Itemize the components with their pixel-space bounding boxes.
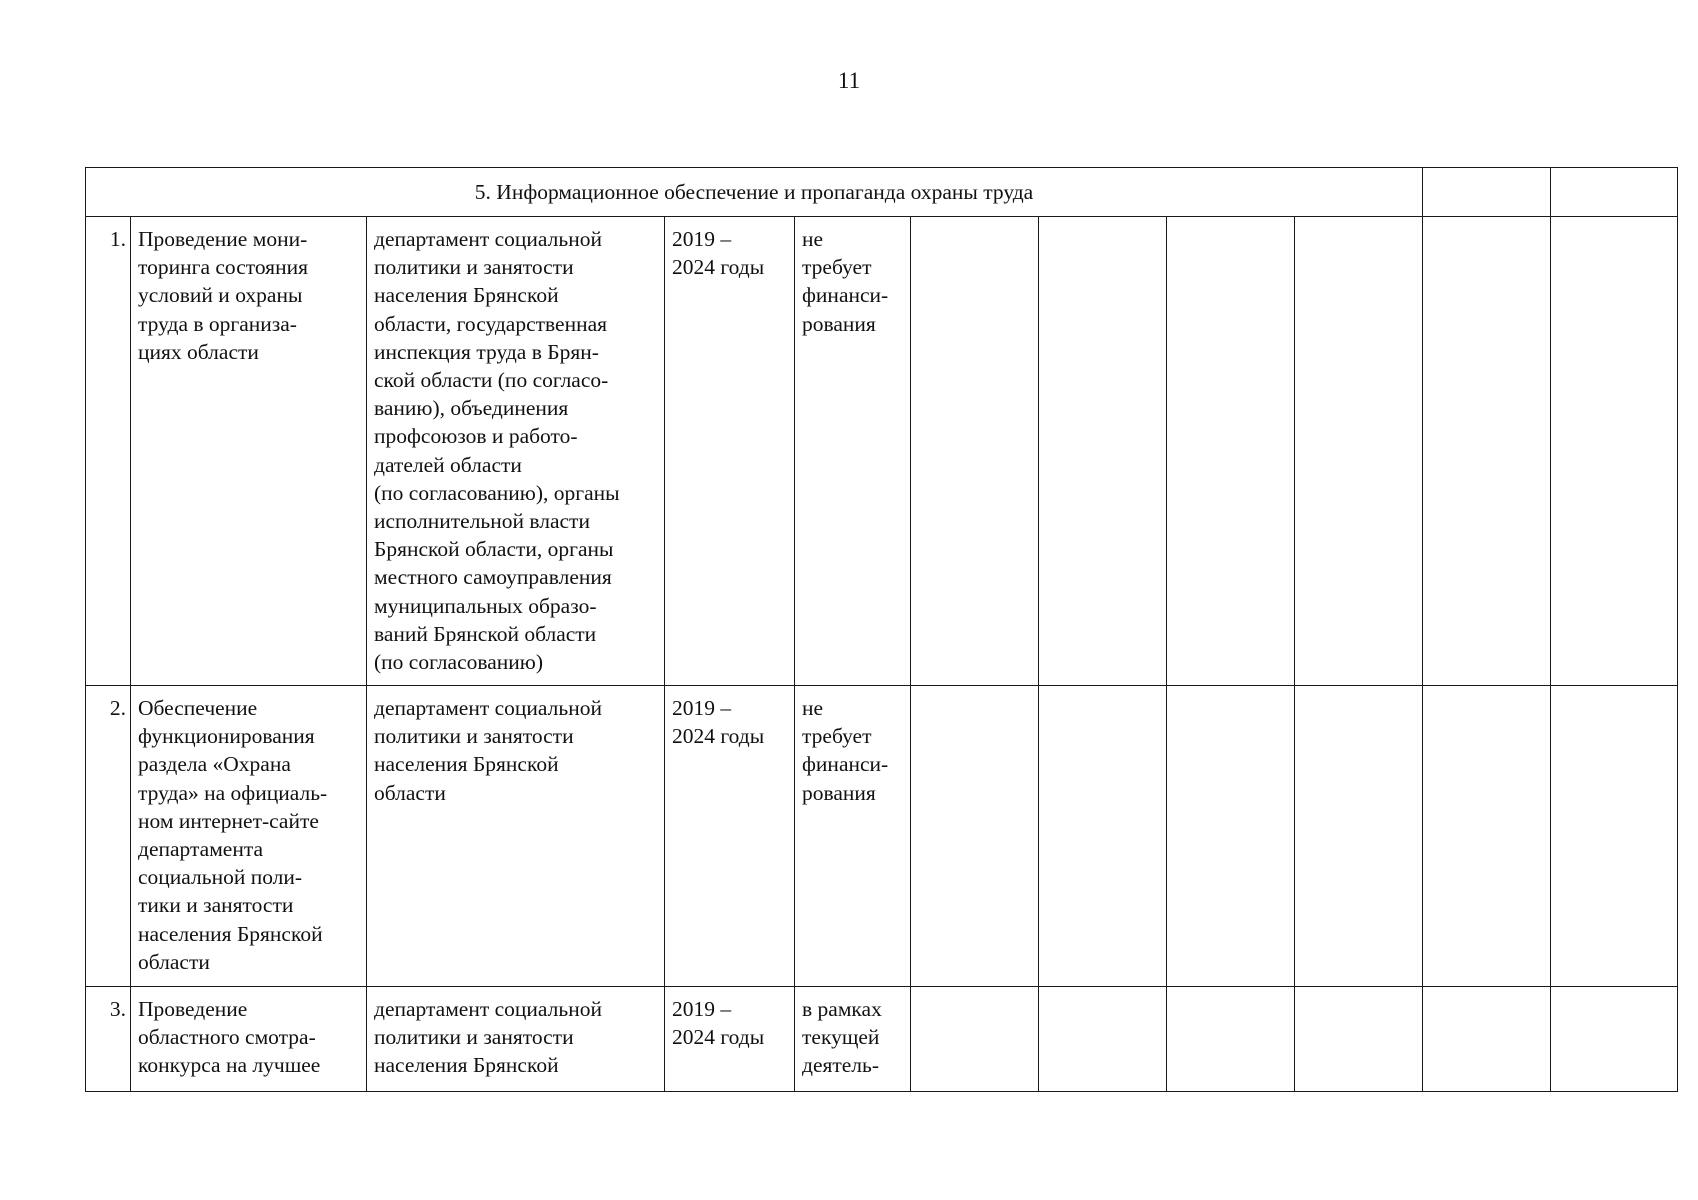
- empty-cell: [1167, 686, 1295, 987]
- financing: не требует финанси- рования: [795, 217, 911, 686]
- empty-cell: [1551, 168, 1678, 217]
- empty-cell: [1167, 987, 1295, 1092]
- executor: департамент социальной политики и занятости населения Брянской области, государственная инспекция труда в Брян- ской области (по согласо- ванию), объединения профсоюзов и работо- дателей области (по согласованию), органы исполнительной власти Брянской области, органы местного самоуправления муниципальных образо- ваний Брянской области (по согласованию): [367, 217, 665, 686]
- empty-cell: [1295, 686, 1423, 987]
- period: 2019 – 2024 годы: [665, 987, 795, 1092]
- period: 2019 – 2024 годы: [665, 217, 795, 686]
- financing: в рамках текущей деятель-: [795, 987, 911, 1092]
- table-row: [86, 217, 1678, 686]
- table-row: [86, 686, 1678, 987]
- table-row: [86, 987, 1678, 1092]
- empty-cell: [911, 987, 1039, 1092]
- empty-cell: [1423, 686, 1551, 987]
- row-number: 2.: [86, 686, 131, 987]
- empty-cell: [1423, 168, 1551, 217]
- empty-cell: [1423, 987, 1551, 1092]
- event-name: Проведение мони- торинга состояния условий и охраны труда в организа- циях области: [131, 217, 367, 686]
- page-number: 11: [837, 68, 861, 93]
- executor: департамент социальной политики и занятости населения Брянской: [367, 987, 665, 1092]
- row-number: 3.: [86, 987, 131, 1092]
- empty-cell: [1039, 686, 1167, 987]
- empty-cell: [1551, 987, 1678, 1092]
- executor: департамент социальной политики и занятости населения Брянской области: [367, 686, 665, 987]
- empty-cell: [911, 217, 1039, 686]
- event-name: Обеспечение функционирования раздела «Охрана труда» на официаль- ном интернет-сайте департамента социальной поли- тики и занятости населения Брянской области: [131, 686, 367, 987]
- section-header-row: [86, 168, 1678, 217]
- empty-cell: [1551, 217, 1678, 686]
- empty-cell: [1039, 987, 1167, 1092]
- empty-cell: [1167, 217, 1295, 686]
- row-number: 1.: [86, 217, 131, 686]
- event-name: Проведение областного смотра- конкурса на лучшее: [131, 987, 367, 1092]
- empty-cell: [1423, 217, 1551, 686]
- empty-cell: [1295, 217, 1423, 686]
- empty-cell: [911, 686, 1039, 987]
- plan-table: [85, 167, 1678, 1092]
- section-title: 5. Информационное обеспечение и пропаганда охраны труда: [86, 168, 1423, 217]
- empty-cell: [1039, 217, 1167, 686]
- empty-cell: [1295, 987, 1423, 1092]
- empty-cell: [1551, 686, 1678, 987]
- period: 2019 – 2024 годы: [665, 686, 795, 987]
- financing: не требует финанси- рования: [795, 686, 911, 987]
